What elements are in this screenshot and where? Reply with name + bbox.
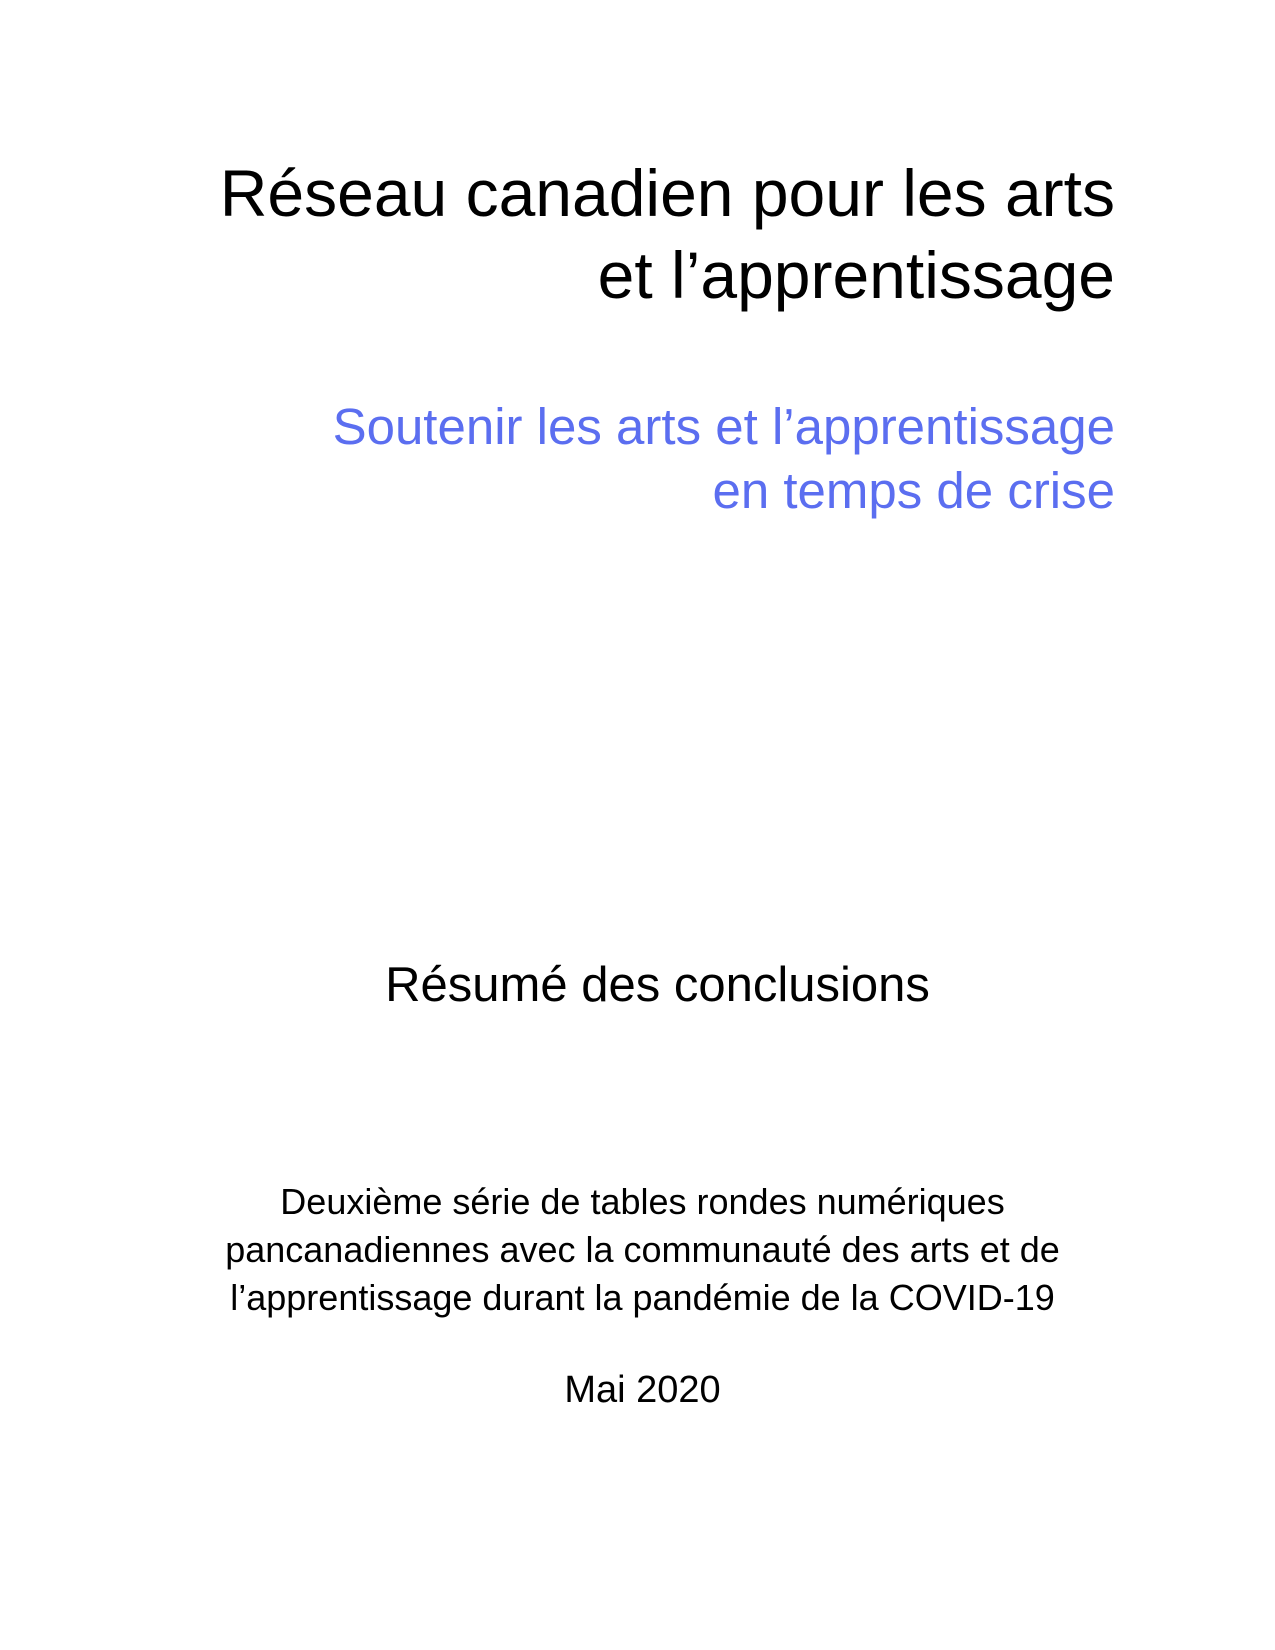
- document-title: [115, 152, 1115, 316]
- subtitle-line-2: en temps de crise: [712, 462, 1115, 519]
- description-line-1: Deuxième série de tables rondes numériques: [280, 1181, 1005, 1222]
- title-line-1: Réseau canadien pour les arts: [219, 156, 1115, 230]
- description-line-3: l’apprentissage durant la pandémie de la COVID-19: [230, 1277, 1055, 1318]
- document-date: Mai 2020: [564, 1369, 721, 1411]
- document-description: [0, 1178, 1275, 1322]
- summary-heading: Résumé des conclusions: [385, 958, 930, 1012]
- title-line-2: et l’apprentissage: [597, 238, 1115, 312]
- document-subtitle: [115, 395, 1115, 523]
- subtitle-line-1: Soutenir les arts et l’apprentissage: [332, 398, 1115, 455]
- description-line-2: pancanadiennes avec la communauté des arts et de: [225, 1229, 1060, 1270]
